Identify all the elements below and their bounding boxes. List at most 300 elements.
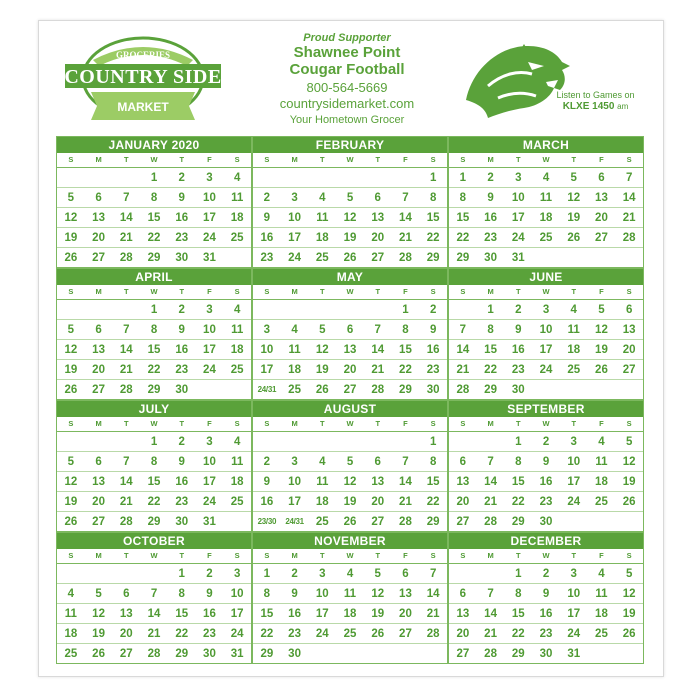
- day-cell: 25: [315, 515, 329, 528]
- day-cell: 5: [598, 303, 605, 316]
- day-cell: 22: [175, 627, 189, 640]
- day-cell: 26: [622, 495, 636, 508]
- day-cell: [112, 564, 140, 583]
- day-cell: 11: [231, 191, 244, 204]
- week-row: [57, 320, 251, 340]
- team-name-line1: Shawnee Point: [293, 44, 401, 61]
- weekday-label: F: [599, 287, 604, 296]
- week-row: [57, 584, 251, 604]
- day-cell: 14: [147, 607, 161, 620]
- day-cell: 27: [595, 231, 608, 244]
- day-cell: 22: [484, 363, 497, 376]
- weekday-label: M: [487, 551, 494, 560]
- day-cell: 20: [622, 343, 636, 356]
- weekday-label: T: [320, 287, 325, 296]
- day-cell: 17: [203, 475, 216, 488]
- day-cell: 10: [567, 587, 581, 600]
- weekday-label: T: [124, 551, 129, 560]
- day-cell: 28: [426, 627, 440, 640]
- day-cell: 31: [511, 251, 525, 264]
- day-cell: 3: [206, 435, 213, 448]
- day-cell: 25: [288, 383, 301, 396]
- week-row: [57, 492, 251, 512]
- day-cell: 18: [315, 231, 329, 244]
- day-cell: 20: [399, 607, 412, 620]
- day-cell: 17: [203, 211, 216, 224]
- day-cell: 14: [426, 587, 440, 600]
- day-cell: 18: [288, 363, 301, 376]
- weekday-label: T: [124, 419, 129, 428]
- day-cell: 27: [371, 251, 385, 264]
- team-name-line2: Cougar Football: [289, 61, 405, 78]
- weekday-label: W: [346, 287, 354, 296]
- day-cell: 25: [595, 495, 608, 508]
- week-row: [253, 584, 447, 604]
- day-cell: [57, 168, 85, 187]
- week-row: [449, 248, 643, 267]
- month-weeks: [253, 432, 447, 531]
- day-cell: 17: [511, 211, 525, 224]
- day-cell: 28: [622, 231, 636, 244]
- weekday-label: T: [124, 155, 129, 164]
- day-cell: 3: [291, 191, 298, 204]
- day-cell: 6: [374, 191, 381, 204]
- day-cell: [560, 512, 588, 531]
- weekday-label: T: [516, 551, 521, 560]
- day-cell: 22: [147, 363, 161, 376]
- radio-info: [548, 90, 643, 113]
- day-cell: [615, 644, 643, 663]
- day-cell: 27: [622, 363, 636, 376]
- month-name: OCTOBER: [57, 533, 251, 549]
- tagline: Your Hometown Grocer: [289, 114, 405, 126]
- week-row: [253, 188, 447, 208]
- day-cell: 16: [175, 475, 189, 488]
- day-cell: [253, 300, 281, 319]
- day-cell: 3: [263, 323, 271, 336]
- weekday-label: W: [542, 287, 550, 296]
- day-cell: 5: [570, 171, 577, 184]
- day-cell: 2: [206, 567, 213, 580]
- day-cell: 1: [429, 171, 437, 184]
- day-cell: 29: [175, 647, 189, 660]
- day-cell: 4: [346, 567, 354, 580]
- day-cell: 26: [92, 647, 105, 660]
- day-cell: 24/31: [285, 517, 304, 526]
- day-cell: 16: [426, 343, 440, 356]
- day-cell: 28: [399, 515, 412, 528]
- website: countrysidemarket.com: [279, 96, 415, 111]
- week-row: [253, 320, 447, 340]
- day-cell: 18: [595, 607, 608, 620]
- day-cell: [449, 300, 477, 319]
- weekday-label: T: [320, 419, 325, 428]
- day-cell: 22: [147, 231, 161, 244]
- week-row: [57, 188, 251, 208]
- day-cell: [419, 644, 447, 663]
- week-row: [449, 380, 643, 399]
- day-cell: 23: [175, 363, 189, 376]
- weekday-label: W: [542, 551, 550, 560]
- day-cell: 20: [343, 363, 357, 376]
- day-cell: 7: [459, 323, 467, 336]
- day-cell: 10: [230, 587, 244, 600]
- day-cell: 23/30: [257, 517, 277, 526]
- day-cell: 29: [484, 383, 497, 396]
- day-cell: 29: [147, 251, 161, 264]
- day-cell: 4: [233, 303, 241, 316]
- day-cell: 25: [230, 495, 244, 508]
- day-cell: 26: [64, 383, 78, 396]
- day-cell: 29: [511, 647, 525, 660]
- day-cell: 15: [511, 475, 525, 488]
- day-cell: 1: [487, 303, 494, 316]
- day-cell: 8: [429, 191, 437, 204]
- day-cell: 4: [598, 567, 605, 580]
- day-cell: 6: [95, 323, 102, 336]
- day-cell: 24: [203, 495, 216, 508]
- day-cell: [560, 248, 588, 267]
- day-cell: 17: [539, 343, 553, 356]
- day-cell: 10: [567, 455, 581, 468]
- day-cell: 12: [343, 475, 357, 488]
- day-cell: 31: [230, 647, 244, 660]
- day-cell: 29: [426, 251, 440, 264]
- day-cell: 9: [487, 191, 494, 204]
- weekday-label: S: [68, 155, 74, 164]
- day-cell: 21: [119, 231, 133, 244]
- week-row: [57, 380, 251, 399]
- day-cell: [281, 300, 309, 319]
- day-cell: 9: [263, 211, 271, 224]
- day-cell: 25: [595, 627, 608, 640]
- day-cell: 6: [459, 587, 467, 600]
- day-cell: 14: [119, 343, 133, 356]
- week-row: [57, 228, 251, 248]
- week-row: [449, 168, 643, 188]
- week-row: [449, 208, 643, 228]
- day-cell: 21: [399, 231, 412, 244]
- day-cell: 10: [288, 211, 301, 224]
- day-cell: 15: [484, 343, 497, 356]
- week-row: [449, 188, 643, 208]
- day-cell: 9: [542, 587, 550, 600]
- day-cell: [392, 644, 420, 663]
- calendar-grid: [56, 136, 644, 664]
- weekday-header: [57, 153, 251, 168]
- day-cell: 18: [230, 211, 244, 224]
- week-row: [449, 228, 643, 248]
- day-cell: 25: [539, 231, 553, 244]
- weekday-label: T: [179, 155, 185, 164]
- day-cell: [112, 300, 140, 319]
- day-cell: 10: [511, 191, 525, 204]
- day-cell: 7: [123, 455, 130, 468]
- weekday-label: S: [460, 551, 466, 560]
- day-cell: 7: [123, 323, 130, 336]
- day-cell: 9: [429, 323, 437, 336]
- day-cell: 12: [371, 587, 385, 600]
- day-cell: 4: [233, 435, 241, 448]
- weekday-label: T: [571, 551, 577, 560]
- day-cell: 23: [539, 627, 553, 640]
- logo-ribbon-text: MARKET: [117, 100, 169, 114]
- day-cell: 26: [595, 363, 608, 376]
- weekday-label: F: [403, 551, 408, 560]
- month-name: MARCH: [449, 137, 643, 153]
- station-suffix: am: [617, 102, 629, 111]
- day-cell: [85, 564, 113, 583]
- month-block: [56, 400, 252, 532]
- day-cell: 27: [92, 251, 105, 264]
- weekday-label: W: [542, 155, 550, 164]
- day-cell: [532, 380, 560, 399]
- day-cell: 7: [429, 567, 437, 580]
- day-cell: 2: [263, 191, 271, 204]
- day-cell: 12: [64, 343, 78, 356]
- month-name: SEPTEMBER: [449, 401, 643, 417]
- weekday-header: [57, 417, 251, 432]
- weekday-label: F: [207, 287, 212, 296]
- day-cell: [308, 300, 336, 319]
- day-cell: 3: [206, 303, 213, 316]
- day-cell: [85, 300, 113, 319]
- month-name: APRIL: [57, 269, 251, 285]
- day-cell: 18: [230, 475, 244, 488]
- day-cell: 19: [315, 363, 329, 376]
- day-cell: [588, 248, 616, 267]
- day-cell: 7: [123, 191, 130, 204]
- day-cell: 11: [231, 455, 244, 468]
- day-cell: 15: [456, 211, 470, 224]
- day-cell: 31: [203, 251, 216, 264]
- day-cell: 2: [178, 171, 185, 184]
- week-row: [253, 208, 447, 228]
- day-cell: 9: [515, 323, 522, 336]
- day-cell: 18: [64, 627, 78, 640]
- day-cell: 15: [147, 475, 161, 488]
- week-row: [57, 168, 251, 188]
- day-cell: 7: [487, 455, 494, 468]
- week-row: [57, 512, 251, 531]
- weekday-label: T: [571, 419, 577, 428]
- weekday-label: S: [430, 287, 436, 296]
- day-cell: 7: [625, 171, 633, 184]
- weekday-header: [449, 153, 643, 168]
- week-row: [253, 452, 447, 472]
- day-cell: 8: [515, 587, 522, 600]
- month-name: JULY: [57, 401, 251, 417]
- day-cell: 18: [343, 607, 357, 620]
- day-cell: 11: [595, 455, 608, 468]
- day-cell: 16: [511, 343, 525, 356]
- month-block: [448, 532, 644, 664]
- day-cell: 22: [511, 495, 525, 508]
- day-cell: 17: [288, 495, 301, 508]
- day-cell: 13: [371, 475, 385, 488]
- weekday-label: T: [516, 419, 521, 428]
- weekday-label: M: [95, 287, 102, 296]
- day-cell: 12: [567, 191, 581, 204]
- weekday-label: M: [487, 419, 494, 428]
- weekday-label: F: [207, 551, 212, 560]
- day-cell: 8: [178, 587, 185, 600]
- day-cell: [253, 168, 281, 187]
- day-cell: 30: [426, 383, 440, 396]
- week-row: [253, 248, 447, 267]
- day-cell: 28: [119, 515, 133, 528]
- day-cell: 5: [67, 323, 75, 336]
- day-cell: 25: [230, 363, 244, 376]
- day-cell: 8: [459, 191, 467, 204]
- day-cell: 13: [371, 211, 385, 224]
- week-row: [253, 168, 447, 188]
- day-cell: 29: [147, 383, 161, 396]
- week-row: [57, 564, 251, 584]
- week-row: [253, 492, 447, 512]
- day-cell: 16: [175, 343, 189, 356]
- day-cell: 25: [343, 627, 357, 640]
- day-cell: 1: [515, 435, 522, 448]
- week-row: [253, 360, 447, 380]
- day-cell: 17: [315, 607, 329, 620]
- month-block: [252, 268, 448, 400]
- day-cell: 15: [511, 607, 525, 620]
- day-cell: 8: [487, 323, 494, 336]
- week-row: [57, 472, 251, 492]
- day-cell: 6: [123, 587, 130, 600]
- day-cell: 19: [64, 231, 78, 244]
- month-name: DECEMBER: [449, 533, 643, 549]
- day-cell: 25: [315, 251, 329, 264]
- weekday-header: [253, 549, 447, 564]
- weekday-label: T: [516, 287, 521, 296]
- weekday-label: S: [68, 419, 74, 428]
- day-cell: [588, 512, 616, 531]
- day-cell: 15: [260, 607, 274, 620]
- week-row: [57, 452, 251, 472]
- month-block: [252, 532, 448, 664]
- weekday-label: F: [403, 155, 408, 164]
- day-cell: [112, 168, 140, 187]
- day-cell: 31: [567, 647, 581, 660]
- weekday-label: W: [346, 419, 354, 428]
- weekday-label: T: [516, 155, 521, 164]
- day-cell: [477, 432, 505, 451]
- month-weeks: [449, 564, 643, 663]
- day-cell: 7: [402, 455, 409, 468]
- month-weeks: [449, 432, 643, 531]
- day-cell: 29: [147, 515, 161, 528]
- day-cell: [57, 300, 85, 319]
- weekday-label: F: [207, 419, 212, 428]
- day-cell: 9: [178, 455, 185, 468]
- month-block: [448, 136, 644, 268]
- day-cell: 24: [567, 627, 581, 640]
- day-cell: 18: [595, 475, 608, 488]
- day-cell: [112, 432, 140, 451]
- weekday-header: [449, 285, 643, 300]
- month-name: JANUARY 2020: [57, 137, 251, 153]
- day-cell: 19: [64, 495, 78, 508]
- week-row: [449, 644, 643, 663]
- weekday-header: [57, 549, 251, 564]
- day-cell: 30: [539, 515, 553, 528]
- weekday-label: F: [403, 419, 408, 428]
- day-cell: 26: [64, 251, 78, 264]
- weekday-header: [449, 417, 643, 432]
- day-cell: 2: [263, 455, 271, 468]
- day-cell: 28: [484, 515, 497, 528]
- month-weeks: [449, 168, 643, 267]
- day-cell: [223, 248, 251, 267]
- day-cell: 5: [67, 455, 75, 468]
- weekday-label: M: [95, 551, 102, 560]
- day-cell: 13: [92, 343, 105, 356]
- day-cell: 19: [622, 475, 636, 488]
- day-cell: 12: [343, 211, 357, 224]
- weekday-label: T: [375, 287, 381, 296]
- weekday-label: S: [264, 155, 270, 164]
- weekday-label: T: [375, 419, 381, 428]
- day-cell: 26: [343, 251, 357, 264]
- day-cell: 17: [203, 343, 216, 356]
- day-cell: 1: [150, 303, 158, 316]
- day-cell: 6: [95, 455, 102, 468]
- day-cell: [588, 644, 616, 663]
- day-cell: 21: [484, 627, 497, 640]
- month-name: JUNE: [449, 269, 643, 285]
- day-cell: [364, 644, 392, 663]
- day-cell: [532, 248, 560, 267]
- weekday-label: S: [234, 551, 240, 560]
- week-row: [449, 604, 643, 624]
- day-cell: [588, 380, 616, 399]
- month-block: [56, 268, 252, 400]
- week-row: [57, 432, 251, 452]
- weekday-label: S: [626, 419, 632, 428]
- day-cell: 6: [374, 455, 381, 468]
- weekday-label: W: [150, 419, 158, 428]
- week-row: [253, 564, 447, 584]
- day-cell: 21: [484, 495, 497, 508]
- day-cell: 8: [150, 191, 158, 204]
- day-cell: 27: [456, 647, 470, 660]
- day-cell: 21: [456, 363, 470, 376]
- weekday-label: S: [626, 551, 632, 560]
- day-cell: 28: [119, 383, 133, 396]
- week-row: [253, 512, 447, 531]
- weekday-label: M: [291, 155, 298, 164]
- proud-supporter: Proud Supporter: [303, 32, 391, 44]
- day-cell: 4: [67, 587, 75, 600]
- day-cell: 24: [539, 363, 553, 376]
- day-cell: [140, 564, 168, 583]
- day-cell: [196, 380, 224, 399]
- day-cell: 21: [147, 627, 161, 640]
- week-row: [449, 340, 643, 360]
- day-cell: 27: [119, 647, 133, 660]
- day-cell: [336, 300, 364, 319]
- day-cell: 23: [175, 495, 189, 508]
- day-cell: 11: [595, 587, 608, 600]
- day-cell: 5: [625, 567, 633, 580]
- day-cell: 14: [456, 343, 470, 356]
- day-cell: 27: [456, 515, 470, 528]
- weekday-label: S: [264, 551, 270, 560]
- month-name: MAY: [253, 269, 447, 285]
- week-row: [253, 432, 447, 452]
